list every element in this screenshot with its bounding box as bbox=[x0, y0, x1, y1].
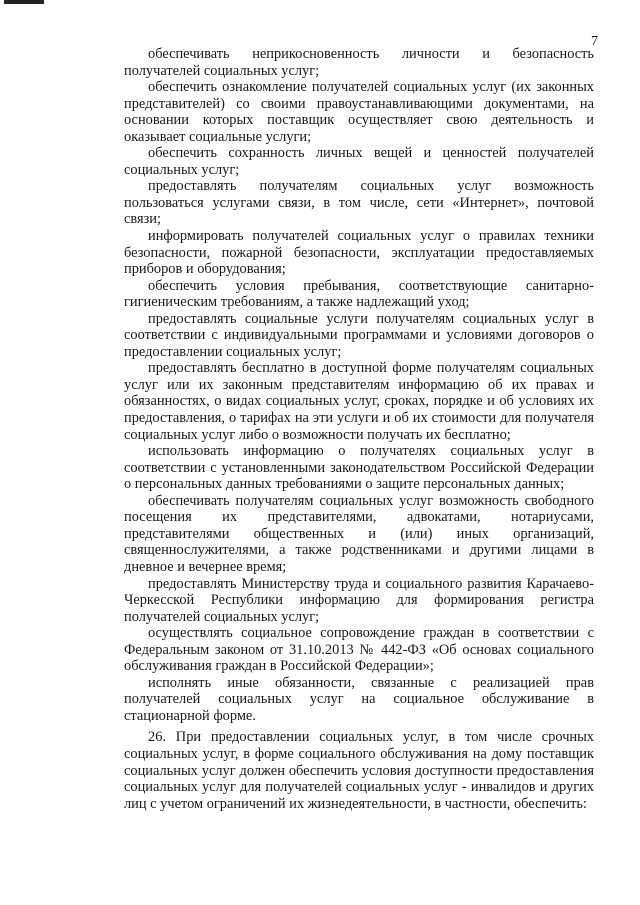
paragraph: осуществлять социальное сопровождение граждан в соответствии с Федеральным законом от 31.10.2013 № 442-ФЗ «Об основах социального обслуживания граждан в Российской Федерации»; bbox=[124, 625, 594, 675]
paragraph: предоставлять бесплатно в доступной форме получателям социальных услуг или их законным представителям информацию об их правах и обязанностях, о видах социальных услуг, сроках, порядке и об условиях их предоставления, о тарифах на эти услуги и об их стоимости для получателя социальных услуг либо о возможности получать их бесплатно; bbox=[124, 360, 594, 443]
scan-edge-mark bbox=[4, 0, 44, 4]
paragraph: обеспечить условия пребывания, соответствующие санитарно-гигиеническим требованиям, а также надлежащий уход; bbox=[124, 277, 594, 311]
paragraph: обеспечить ознакомление получателей социальных услуг (их законных представителей) со своими правоустанавливающими документами, на основании которых поставщик осуществляет свою деятельность и оказывает социальные услуги; bbox=[124, 79, 594, 145]
section-26-paragraph: 26. При предоставлении социальных услуг, в том числе срочных социальных услуг, в форме социального обслуживания на дому поставщик социальных услуг должен обеспечить условия доступности предоставления социальных услуг для получателей социальных услуг - инвалидов и других лиц с учетом ограничений их жизнедеятельности, в частности, обеспечить: bbox=[124, 729, 594, 812]
paragraph: использовать информацию о получателях социальных услуг в соответствии с установленными законодательством Российской Федерации о персональных данных требованиями о защите персональных данных; bbox=[124, 443, 594, 493]
document-body bbox=[124, 46, 594, 812]
paragraph: обеспечивать получателям социальных услуг возможность свободного посещения их представителями, адвокатами, нотариусами, представителями общественных и (или) иных организаций, священнослужителями, а также родственниками и другими лицами в дневное и вечернее время; bbox=[124, 492, 594, 575]
paragraph: обеспечить сохранность личных вещей и ценностей получателей социальных услуг; bbox=[124, 145, 594, 178]
paragraph: предоставлять получателям социальных услуг возможность пользоваться услугами связи, в том числе, сети «Интернет», почтовой связи; bbox=[124, 178, 594, 228]
paragraph: исполнять иные обязанности, связанные с реализацией прав получателей социальных услуг на социальное обслуживание в стационарной форме. bbox=[124, 674, 594, 724]
page-number: 7 bbox=[591, 34, 598, 49]
paragraph: информировать получателей социальных услуг о правилах техники безопасности, пожарной безопасности, эксплуатации предоставляемых приборов и оборудования; bbox=[124, 228, 594, 278]
paragraph: обеспечивать неприкосновенность личности и безопасность получателей социальных услуг; bbox=[124, 46, 594, 79]
paragraph: предоставлять Министерству труда и социального развития Карачаево-Черкесской Республики информацию для формирования регистра получателей социальных услуг; bbox=[124, 575, 594, 625]
paragraph: предоставлять социальные услуги получателям социальных услуг в соответствии с индивидуальными программами и условиями договоров о предоставлении социальных услуг; bbox=[124, 310, 594, 360]
